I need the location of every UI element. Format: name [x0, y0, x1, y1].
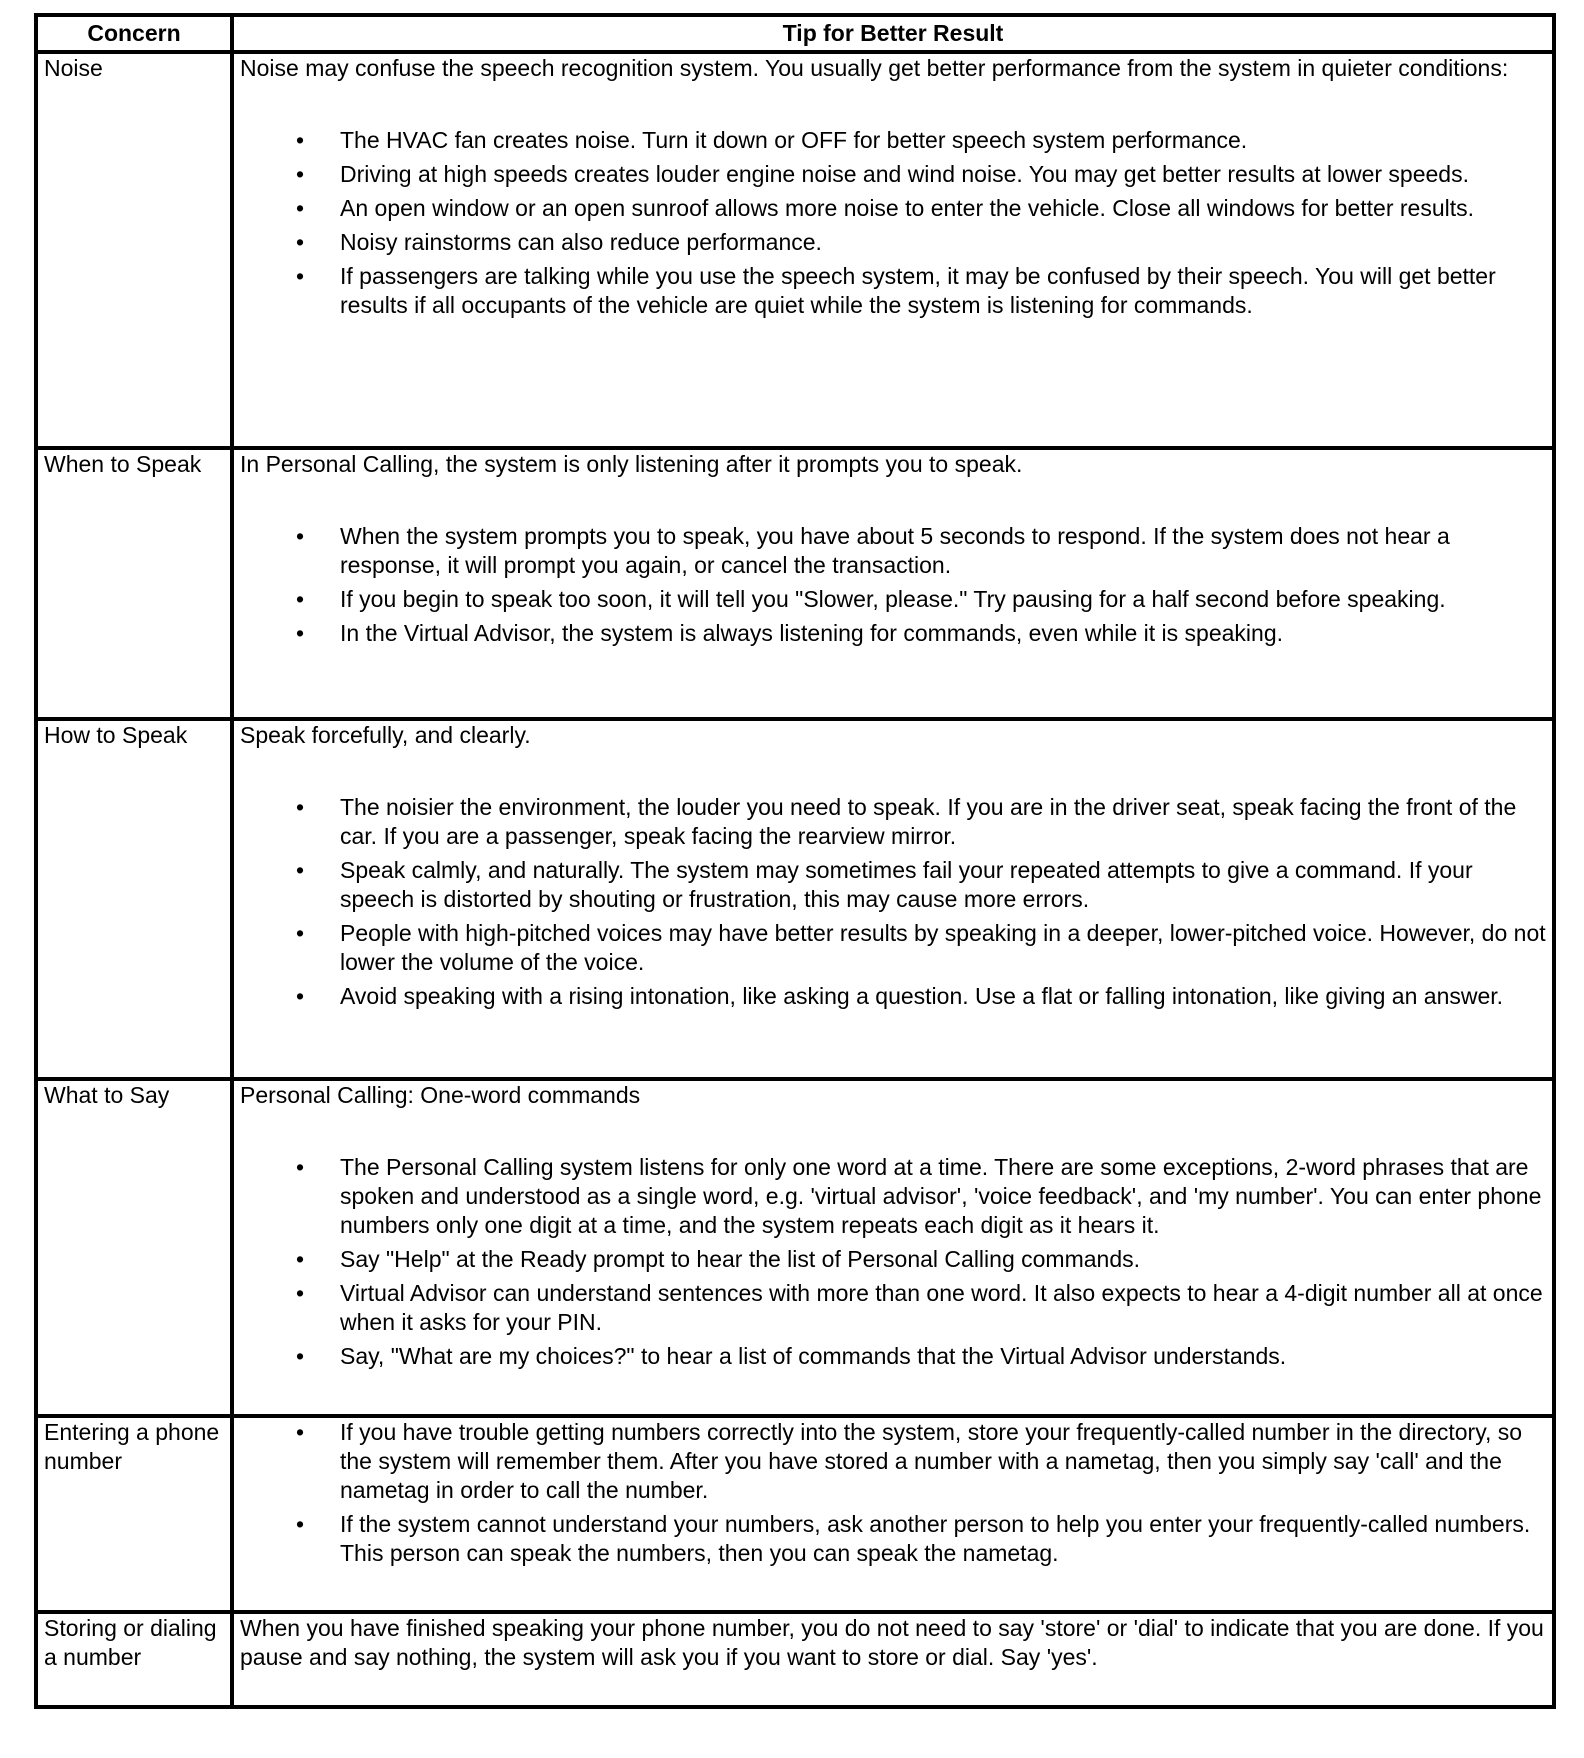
bullet-icon: • [295, 1419, 305, 1445]
bullet-icon: • [295, 263, 305, 289]
tip-bullet-list [240, 1153, 1546, 1371]
list-item [240, 919, 1546, 977]
list-item [240, 1245, 1546, 1274]
bullet-text: When the system prompts you to speak, you have about 5 seconds to respond. If the system does not hear a response, it will prompt you again, or cancel the transaction. [340, 523, 1450, 578]
bullet-icon: • [295, 195, 305, 221]
bullet-icon: • [295, 920, 305, 946]
list-item [240, 856, 1546, 914]
bullet-text: Driving at high speeds creates louder engine noise and wind noise. You may get better results at lower speeds. [340, 161, 1469, 187]
bullet-icon: • [295, 794, 305, 820]
bullet-text: An open window or an open sunroof allows more noise to enter the vehicle. Close all windows for better results. [340, 195, 1474, 221]
bullet-icon: • [295, 1280, 305, 1306]
list-item [240, 522, 1546, 580]
tip-bullet-list [240, 793, 1546, 1011]
list-item [240, 160, 1546, 189]
bullet-text: Avoid speaking with a rising intonation, like asking a question. Use a flat or falling intonation, like giving an answer. [340, 983, 1504, 1009]
tip-bullet-list [240, 126, 1546, 320]
bullet-icon: • [295, 1246, 305, 1272]
bullet-text: Say "Help" at the Ready prompt to hear the list of Personal Calling commands. [340, 1246, 1141, 1272]
tip-header: Tip for Better Result [232, 15, 1554, 52]
concern-cell: When to Speak [36, 448, 232, 719]
bullet-text: The HVAC fan creates noise. Turn it down or OFF for better speech system performance. [340, 127, 1248, 153]
bullet-icon: • [295, 161, 305, 187]
bullet-icon: • [295, 127, 305, 153]
table-row-how-to-speak [36, 719, 1554, 1079]
table-row-noise [36, 52, 1554, 448]
tip-cell [232, 1079, 1554, 1416]
tip-intro: When you have finished speaking your phone number, you do not need to say 'store' or 'dial' to indicate that you are done. If you pause and say nothing, the system will ask you if you want to store or dial. Say 'yes'. [240, 1615, 1544, 1670]
tip-intro: Noise may confuse the speech recognition system. You usually get better performance from the system in quieter conditions: [240, 55, 1509, 81]
bullet-icon: • [295, 857, 305, 883]
concern-header: Concern [36, 15, 232, 52]
bullet-text: Noisy rainstorms can also reduce performance. [340, 229, 822, 255]
tip-bullet-list [240, 522, 1546, 648]
tip-bullet-list [240, 1418, 1546, 1568]
table-row-what-to-say [36, 1079, 1554, 1416]
list-item [240, 619, 1546, 648]
list-item [240, 194, 1546, 223]
bullet-icon: • [295, 1154, 305, 1180]
bullet-text: Speak calmly, and naturally. The system may sometimes fail your repeated attempts to give a command. If your speech is distorted by shouting or frustration, this may cause more errors. [340, 857, 1473, 912]
tips-table [34, 13, 1556, 1709]
list-item [240, 1279, 1546, 1337]
bullet-icon: • [295, 620, 305, 646]
tip-intro: In Personal Calling, the system is only listening after it prompts you to speak. [240, 451, 1023, 477]
list-item [240, 585, 1546, 614]
concern-cell: Noise [36, 52, 232, 448]
tip-cell [232, 448, 1554, 719]
bullet-text: If you have trouble getting numbers correctly into the system, store your frequently-called number in the directory, so the system will remember them. After you have stored a number with a nametag, then you simply say 'call' and the nametag in order to call the number. [340, 1419, 1523, 1503]
bullet-text: The noisier the environment, the louder you need to speak. If you are in the driver seat, speak facing the front of the car. If you are a passenger, speak facing the rearview mirror. [340, 794, 1517, 849]
bullet-icon: • [295, 586, 305, 612]
concern-cell: What to Say [36, 1079, 232, 1416]
list-item [240, 1153, 1546, 1240]
bullet-text: The Personal Calling system listens for only one word at a time. There are some exceptions, 2-word phrases that are spoken and understood as a single word, e.g. 'virtual advisor', 'voice feedback', and 'my number'. You can enter phone numbers only one digit at a time, and the system repeats each digit as it hears it. [340, 1154, 1542, 1238]
concern-cell: How to Speak [36, 719, 232, 1079]
tip-intro: Speak forcefully, and clearly. [240, 722, 531, 748]
tip-cell [232, 719, 1554, 1079]
list-item [240, 1342, 1546, 1371]
concern-cell: Storing or dialing a number [36, 1612, 232, 1707]
list-item [240, 1510, 1546, 1568]
bullet-icon: • [295, 523, 305, 549]
bullet-text: People with high-pitched voices may have better results by speaking in a deeper, lower-pitched voice. However, do not lower the volume of the voice. [340, 920, 1546, 975]
bullet-icon: • [295, 1343, 305, 1369]
bullet-text: If passengers are talking while you use the speech system, it may be confused by their speech. You will get better results if all occupants of the vehicle are quiet while the system is listening for commands. [340, 263, 1496, 318]
tip-cell [232, 52, 1554, 448]
bullet-icon: • [295, 983, 305, 1009]
header-row [36, 15, 1554, 52]
bullet-text: Virtual Advisor can understand sentences with more than one word. It also expects to hear a 4-digit number all at once when it asks for your PIN. [340, 1280, 1543, 1335]
list-item [240, 1418, 1546, 1505]
bullet-icon: • [295, 229, 305, 255]
table-row-when-to-speak [36, 448, 1554, 719]
list-item [240, 126, 1546, 155]
table-row-storing-dialing-number [36, 1612, 1554, 1707]
list-item [240, 228, 1546, 257]
bullet-text: If you begin to speak too soon, it will tell you "Slower, please." Try pausing for a half second before speaking. [340, 586, 1446, 612]
tip-intro: Personal Calling: One-word commands [240, 1082, 641, 1108]
table-row-entering-phone-number [36, 1416, 1554, 1612]
bullet-text: Say, "What are my choices?" to hear a list of commands that the Virtual Advisor understands. [340, 1343, 1287, 1369]
bullet-text: If the system cannot understand your numbers, ask another person to help you enter your frequently-called numbers. This person can speak the numbers, then you can speak the nametag. [340, 1511, 1531, 1566]
list-item [240, 262, 1546, 320]
list-item [240, 793, 1546, 851]
tip-cell [232, 1612, 1554, 1707]
list-item [240, 982, 1546, 1011]
concern-cell: Entering a phone number [36, 1416, 232, 1612]
tip-cell [232, 1416, 1554, 1612]
bullet-icon: • [295, 1511, 305, 1537]
bullet-text: In the Virtual Advisor, the system is always listening for commands, even while it is speaking. [340, 620, 1284, 646]
